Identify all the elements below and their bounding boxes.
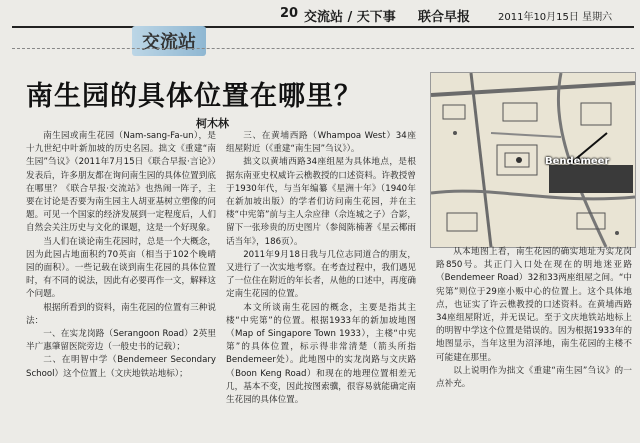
paragraph: 二、在明智中学（Bendemeer Secondary School）这个位置上（文庆地铁站地标）； [26,355,216,379]
newspaper-name: 联合早报 [418,10,471,25]
byline: 柯木林 [196,117,229,130]
headline: 南生园的具体位置在哪里？ [26,81,362,112]
paragraph: 三、在黄埔西路（Whampoa West）34座组屋附近（《重建“南生园”刍议》）。 [226,131,416,155]
paragraph: 一、在实龙岗路（Serangoon Road）2英里半广惠肇留医院旁边（一般史书的记载）； [26,329,216,353]
paragraph: 以上说明作为拙文《重建“南生园”刍议》的一点补充。 [436,365,632,390]
divider [12,48,634,49]
page-number: 20 [280,6,299,21]
paragraph: 南生园或南生花园（Nam-sang-Fa-un），是十九世纪中叶新加坡的历史名园。拙文《重建“南生园”刍议》（2011年7月15日《联合早报·言论》）发表后，许多朋友都在询问南生园的具体位置到底在哪里？《联合早报·交流站》也热闹一阵子，主要在讨论是否要为南生园主人胡亚基树立塑像的问题。可见一个国家的经济发展到一定程度后，人们自然会关注历史与文化的课题，这是一个好现象。 [26,131,216,234]
masthead [12,4,634,28]
paragraph: 根据所看到的资料，南生花园的位置有三种说法： [26,302,216,326]
article-column-2 [226,130,416,442]
paragraph: 本文所谈南生花园的概念，主要是指其主楼“中宪第”的位置。根据1933年的新加坡地图（Map of Singapore Town 1933），主楼“中宪第”的具体位置，标示得非常清楚（箭头所指Bendemeer处）。此地图中的实龙岗路与文庆路（Boon Keng Road）和现在的地理位置相差无几，基本不变，因此按图索骥，很容易就能确定南生花园的具体位置。 [226,302,416,406]
article-column-3 [436,246,632,442]
historical-map-1933 [430,72,636,248]
article-column-1 [26,130,216,442]
map-label-bendemeer: Bendemeer [545,156,610,167]
column-tag: 交流站 [132,26,206,56]
paragraph: 拙文以黄埔西路34座组屋为具体地点，是根据东南亚史权威许云樵教授的口述资料。许教授曾于1930年代，与当年编纂《星洲十年》（1940年在新加坡出版）的学者们访问南生花园，并在主楼“中宪第”前与主人佘应律（佘连城之子）合影，留下一张珍贵的历史图片（参阅陈楠著《星云椰雨话当年》，186页）。 [226,157,416,247]
issue-date: 2011年10月15日 星期六 [498,12,613,23]
paragraph: 从本地图上看，南生花园的确实地址为实龙岗路850号。其正门入口处在现在的明地迷亚路（Bendemeer Road）32和33两座组屋之间。“中宪第”则位于29座小贩中心的位置上。这个具体地点，也证实了许云樵教授的口述资料。在黄埔西路34座组屋附近，并无误记。至于文庆地铁站地标上的明智中学这个位置是错误的。因为根据1933年的地图显示，当年这里为沼泽地，南生花园的主楼不可能建在那里。 [436,247,632,363]
section-title: 交流站 / 天下事 [304,10,396,25]
paragraph: 2011年9月18日我与几位志同道合的朋友，又进行了一次实地考察。在考查过程中，我们遇见了一位住在附近的年长者，从他的口述中，再度确定南生花园的位置。 [226,249,416,300]
paragraph: 当人们在谈论南生花园时，总是一个大概念，因为此园占地面积约70英亩（相当于102个晚晴园的面积）。一些记载在谈到南生花园的具体位置时，有不同的说法，因此有必要再作一文，解释这个问题。 [26,236,216,300]
